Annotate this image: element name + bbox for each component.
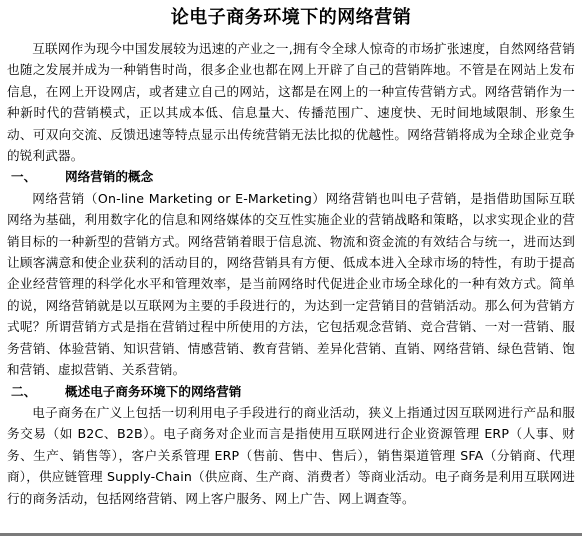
intro-paragraph: 互联网作为现今中国发展较为迅速的产业之一,拥有令全球人惊奇的市场扩张速度，自然网络营销也随之发展并成为一种销售时尚，很多企业也都在网上开辟了自己的营销阵地。不管是在网站上发布信息，在网上开设网店，或者建立自己的网站，这都是在网上的一种宣传营销方式。网络营销作为一种新时代的营销模式，正以其成本低、信息量大、传播范围广、速度快、无时间地域限制、形象生动、可双向交流、反馈迅速等特点显示出传统营销无法比拟的优越性。网络营销将成为全球企业竞争的锐利武器。 (7, 41, 575, 164)
section-heading-2 (7, 381, 575, 402)
section-body-1: 网络营销（On-line Marketing or E-Marketing）网络营销也叫电子营销，是指借助国际互联网络为基础，利用数字化的信息和网络媒体的交互性实施企业的营销战略和策略，以求实现企业的营销目标的一种新型的营销方式。网络营销着眼于信息流、物流和资金流的有效结合与统一，进而达到让顾客满意和使企业获利的活动目的，网络营销具有方便、低成本进入全球市场的特性，有助于提高企业经营管理的科学化水平和管理效率，是当前网络时代促进企业市场全球化的一种有效方式。简单的说，网络营销就是以互联网为主要的手段进行的，为达到一定营销目的营销活动。那么何为营销方式呢？所谓营销方式是指在营销过程中所使用的方法，它包括观念营销、竞合营销、一对一营销、服务营销、体验营销、知识营销、情感营销、教育营销、差异化营销、直销、网络营销、绿色营销、饱和营销、虚拟营销、关系营销。 (7, 190, 575, 378)
section-number-2: 二、 (11, 383, 37, 399)
section-body-2: 电子商务在广义上包括一切利用电子手段进行的商业活动，狭义上指通过因互联网进行产品和服务交易（如 B2C、B2B）。电子商务对企业而言是指使用互联网进行企业资源管理 ERP（人事、财务、生产、销售等），客户关系管理 ERP（售前、售中、售后），销售渠道管理 SFA（分销商、代理商），供应链管理 Supply-Chain（供应商、生产商、消费者）等商业活动。电子商务是利用互联网进行的商务活动，包括网络营销、网上客户服务、网上广告、网上调查等。 (7, 404, 575, 506)
section-title-1: 网络营销的概念 (65, 169, 154, 185)
section-number-1: 一、 (11, 169, 37, 185)
section-title-2: 概述电子商务环境下的网络营销 (65, 383, 242, 399)
section-heading-1 (7, 166, 575, 187)
document-title: 论电子商务环境下的网络营销 (170, 7, 412, 28)
